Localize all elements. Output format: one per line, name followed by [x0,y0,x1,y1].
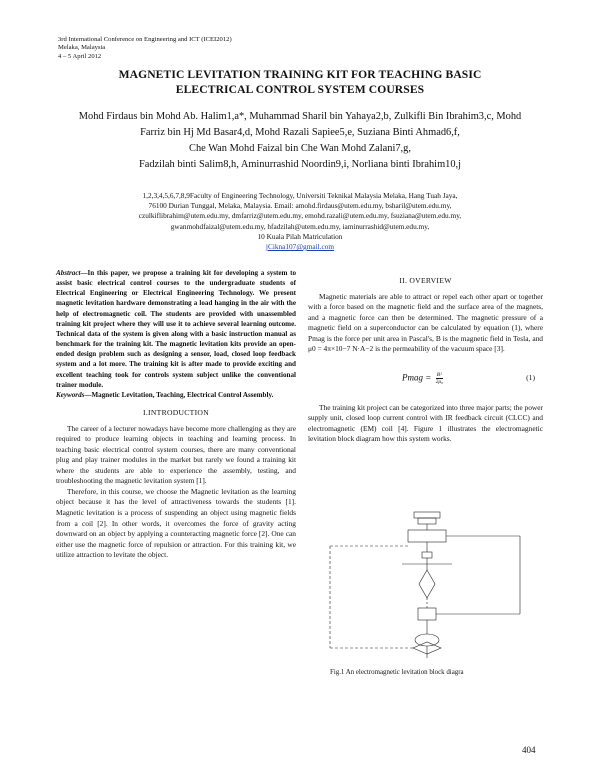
affiliation-block [80,191,520,252]
equation-fraction [436,372,443,385]
equation-lhs: Pmag = [402,372,432,383]
keywords [56,390,296,400]
decision-diamond [419,570,435,598]
right-column [308,276,543,445]
equation-body [402,372,443,385]
figure-caption: Fig.1 An electromagnetic levitation block diagra [330,669,464,676]
equation [308,365,543,395]
author-line: Fadzilah binti Salim8,h, Aminurrashid Noordin9,i, Norliana binti Ibrahim10,j [138,159,462,170]
email-link[interactable]: jCikna107@gmail.com [265,242,335,252]
conference-header [58,36,232,61]
affiliation-line: czulkiflibrahim@utem.edu.my, dmfarriz@utem.edu.my, emohd.razali@utem.edu.my, fsuziana@utem.edu.my, [138,211,462,221]
keywords-text: —Magnetic Levitation, Teaching, Electrical Control Assembly. [84,390,274,399]
affiliation-line: 76100 Durian Tunggal, Melaka, Malaysia. Email: amohd.firdaus@utem.edu.my, bsharil@utem.edu.my, [148,201,452,211]
section-heading: I.INTRODUCTION [143,408,209,418]
conference-location: Melaka, Malaysia [58,44,106,52]
equation-label: (1) [526,372,535,382]
paper-title [60,67,540,97]
abstract-text: —In this paper, we propose a training kit for developing a system to assist basic electrical control courses to the undergraduate students of Electrical Engineering or Electrical Engineering Technology. We present magnetic levitation hardware demonstrating a load hanging in the air with the help of electromagnetic coil. The students are provided with unassembled training kit project where they will use it to achieve several learning outcome. Technical data of the system is given along with a basic instruction manual as benchmark for the training kit. The magnetic levitation kits provide an open-ended design problem such as designing a sensor, load, closed loop feedback system and a lot more. The training kit is after made to provide exciting and excellent teaching took for controls system subject unlike the conventional trainer module. [56,269,296,389]
affiliation-line: gwanmohdfaizal@utem.edu.my, hfadzilah@utem.edu.my, iaminurrashid@utem.edu.my, [170,221,430,231]
page-number: 404 [522,745,536,755]
conference-date: 4 – 5 April 2012 [58,52,102,60]
block-diagram-figure [310,508,542,666]
affiliation-line: 10 Kuala Pilah Matriculation [257,231,343,241]
paragraph: Therefore, in this course, we choose the Magnetic levitation as the learning object because it has the level of attractiveness towards the students [1]. Magnetic levitation is a process of suspending an object using magnetic fields from a coil [2]. In other words, it overcomes the force of gravity acting downward on an object by applying a counteracting magnetic force [2]. One can either use the magnetic force of repulsion or attraction. For this training kit, we utilize attraction to levitate the object. [56,486,296,560]
left-column [56,268,296,561]
author-line: Farriz bin Hj Md Basar4,d, Mohd Razali Sapiee5,e, Suziana Binti Ahmad6,f, [140,127,460,138]
section-heading: II. OVERVIEW [399,276,452,285]
author-line: Mohd Firdaus bin Mohd Ab. Halim1,a*, Muhammad Sharil bin Yahaya2,b, Zulkifli Bin Ibrahim3,c, Mohd [78,111,522,122]
coil-block [418,518,436,524]
affiliation-line: 1,2,3,4,5,6,7,8,9Faculty of Engineering Technology, Universiti Teknikal Malaysia Melaka, Hang Tuah Jaya, [142,191,458,200]
electromagnet-block [408,530,446,542]
conference-name: 3rd International Conference on Engineering and ICT (ICEI2012) [58,36,232,43]
levitated-object [415,634,439,646]
sensor-block [422,552,432,558]
coil-top-block [414,512,440,518]
author-list [40,109,560,173]
paragraph: The training kit project can be categorized into three major parts; the power supply unit, closed loop current control with IR feedback circuit (CLCC) and electromagnetic (EM) coil [4]. Figure 1 illustrates the electromagnetic levitation block diagram how this system works. [308,402,543,444]
paragraph: The career of a lecturer nowadays have become more challenging as they are required to produce learning objects in teaching and learning process. In teaching basic electrical control system courses, there are many conventional plug and play trainer modules in the market but rarely we found a training kit where the students are able to experience the assembly, testing, and troubleshooting the magnetic levitation system [1]. [56,423,296,486]
paragraph: Magnetic materials are able to attract or repel each other apart or together with a force based on the magnetic field and the surface area of the magnets, and a magnetic force can then be determined. The magnetic pressure of a magnetic field on a superconductor can be calculated by equation (1), where Pmag is the force per unit area in Pascal's, B is the magnetic field in Tesla, and μ0 = 4π×10−7 N·A−2 is the permeability of the vacuum space [3]. [308,291,543,354]
abstract [56,268,296,390]
equation-numerator: B² [436,371,442,378]
keywords-label: Keywords [56,390,85,399]
equation-denominator: 2μ₀ [435,378,444,385]
abstract-label: Abstract [56,269,81,277]
author-line: Che Wan Mohd Faizal bin Che Wan Mohd Zalani7,g, [189,143,411,154]
title-line: ELECTRICAL CONTROL SYSTEM COURSES [175,83,425,96]
title-line: MAGNETIC LEVITATION TRAINING KIT FOR TEACHING BASIC [118,68,482,81]
controller-block [418,608,436,620]
